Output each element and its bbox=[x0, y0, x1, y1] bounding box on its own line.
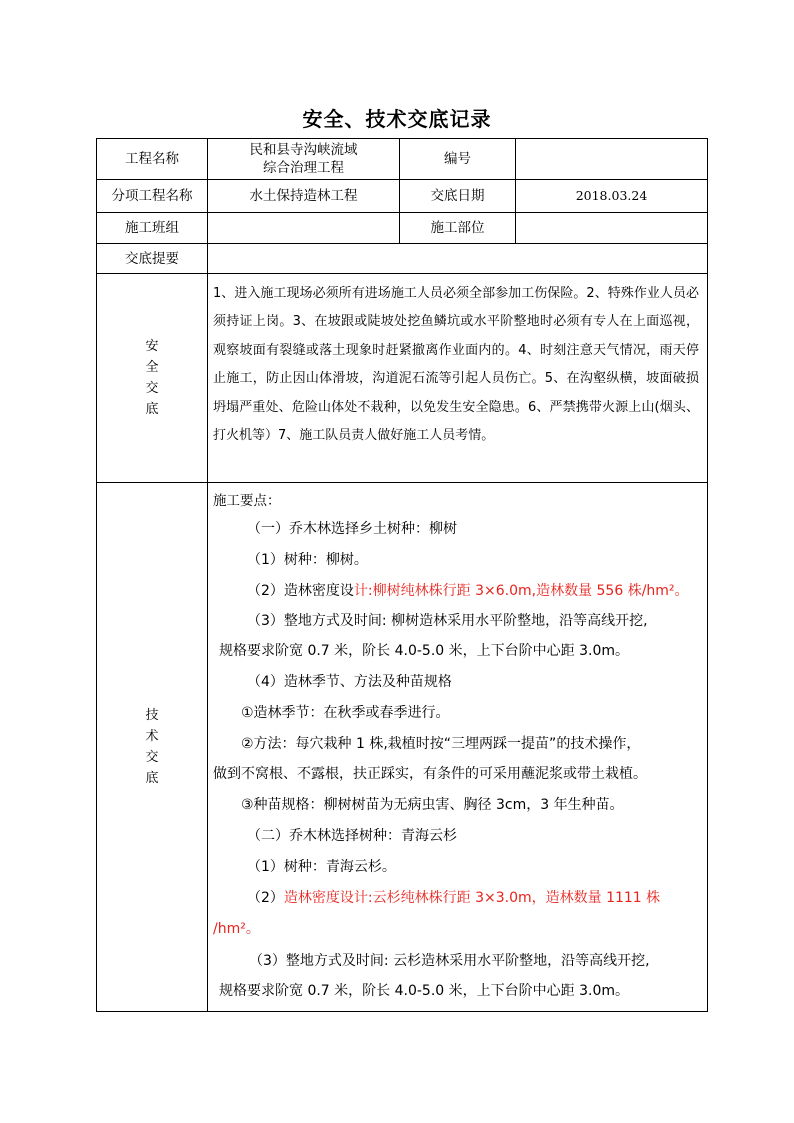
tech-s2-site-line1: （3）整地方式及时间: 云杉造林采用水平阶整地，沿等高线开挖, bbox=[249, 953, 650, 969]
tech-s1-density-prefix: （2）造林密度设 bbox=[247, 583, 354, 599]
tech-s1-season: ①造林季节：在秋季或春季进行。 bbox=[241, 705, 450, 721]
technical-content bbox=[97, 483, 707, 1011]
project-name-value bbox=[208, 139, 399, 179]
technical-label-char: 术 bbox=[145, 729, 159, 744]
tech-s2-site-line2: 规格要求阶宽 0.7 米，阶长 4.0-5.0 米，上下台阶中心距 3.0m。 bbox=[219, 983, 629, 999]
tech-s2-density-highlight: 造林密度设计:云杉纯林株行距 3×3.0m，造林数量 1111 株 bbox=[283, 890, 661, 906]
tech-s2-species: （1）树种：青海云杉。 bbox=[247, 859, 396, 875]
location-label: 施工部位 bbox=[430, 220, 485, 236]
briefing-date-label: 交底日期 bbox=[430, 188, 485, 204]
page-title: 安全、技术交底记录 bbox=[302, 107, 492, 131]
tech-s1-season-title: （4）造林季节、方法及种苗规格 bbox=[247, 674, 452, 690]
record-table bbox=[96, 138, 708, 1012]
tech-heading: 施工要点： bbox=[213, 493, 281, 509]
tech-s1-method-line1: ②方法：每穴栽种 1 株,栽植时按“三埋两踩一提苗”的技术操作， bbox=[241, 736, 641, 752]
number-value bbox=[516, 139, 707, 179]
tech-s1-seedling: ③种苗规格：柳树树苗为无病虫害、胸径 3cm，3 年生种苗。 bbox=[241, 797, 624, 813]
safety-label-char: 安 bbox=[145, 339, 159, 354]
project-name-label: 工程名称 bbox=[125, 151, 179, 167]
number-label: 编号 bbox=[444, 151, 471, 167]
tech-s2-density-line2: /hm²。 bbox=[213, 921, 260, 937]
subproject-value: 水土保持造林工程 bbox=[249, 188, 358, 204]
tech-s1-method-line2: 做到不窝根、不露根，扶正踩实，有条件的可采用蘸泥浆或带土栽植。 bbox=[213, 766, 647, 782]
subproject-label: 分项工程名称 bbox=[111, 188, 193, 204]
tech-s1-species: （1）树种：柳树。 bbox=[247, 552, 368, 568]
crew-label: 施工班组 bbox=[125, 220, 179, 236]
location-value bbox=[516, 213, 707, 243]
tech-s2-density-prefix: （2） bbox=[247, 890, 284, 906]
safety-text: 1、进入施工现场必须所有进场施工人员必须全部参加工伤保险。2、特殊作业人员必须持证上岗。3、在坡跟或陡坡处挖鱼鳞坑或水平阶整地时必须有专人在上面巡视，观察坡面有裂缝或落土现象时赶紧撤离作业面内的。4、时刻注意天气情况，雨天停止施工，防止因山体滑坡，沟道泥石流等引起人员伤亡。5、在沟壑纵横，坡面破损坍塌严重处、危险山体处不栽种，以免发生安全隐患。6、严禁携带火源上山(烟头、打火机等）7、施工队员责人做好施工人员考情。 bbox=[213, 286, 699, 444]
technical-label-char: 底 bbox=[145, 771, 159, 786]
tech-s2-title: （二）乔木林选择树种：青海云杉 bbox=[247, 828, 457, 844]
safety-label-char: 底 bbox=[145, 402, 159, 417]
safety-label-char: 交 bbox=[145, 381, 159, 396]
safety-label-char: 全 bbox=[145, 360, 159, 375]
tech-s1-title: （一）乔木林选择乡土树种：柳树 bbox=[247, 521, 457, 537]
safety-content bbox=[97, 274, 707, 482]
summary-value bbox=[208, 244, 707, 273]
project-name-line2: 综合治理工程 bbox=[263, 160, 344, 176]
project-name-line1: 民和县寺沟峡流域 bbox=[249, 142, 358, 158]
tech-s1-density bbox=[247, 580, 689, 600]
crew-value bbox=[208, 213, 399, 243]
technical-label-char: 技 bbox=[145, 708, 159, 723]
technical-label-char: 交 bbox=[145, 750, 159, 765]
briefing-date-value: 2018.03.24 bbox=[575, 188, 648, 203]
tech-s2-density-line1 bbox=[247, 887, 660, 907]
tech-s1-density-highlight: 计:柳树纯林株行距 3×6.0m,造林数量 556 株/hm²。 bbox=[353, 583, 689, 599]
tech-s1-site-line2: 规格要求阶宽 0.7 米，阶长 4.0-5.0 米，上下台阶中心距 3.0m。 bbox=[219, 643, 629, 659]
tech-s1-site-line1: （3）整地方式及时间: 柳树造林采用水平阶整地，沿等高线开挖, bbox=[247, 613, 648, 629]
summary-label: 交底提要 bbox=[125, 250, 179, 267]
